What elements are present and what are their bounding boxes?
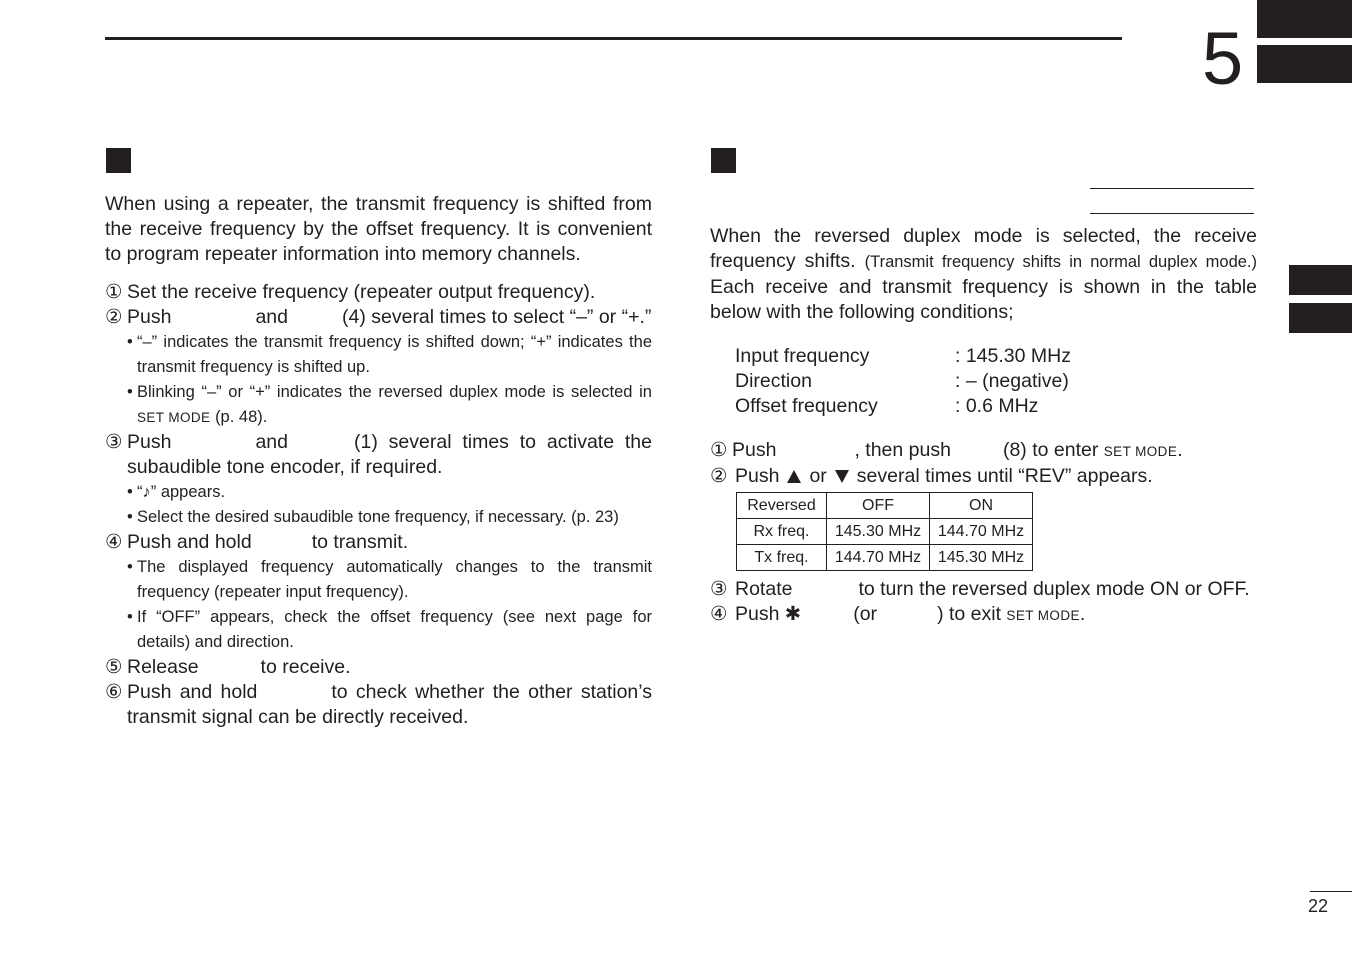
condition-row: Offset frequency : 0.6 MHz — [735, 395, 1039, 417]
note-item: • “–” indicates the transmit frequency is shifted down; “+” indicates the transmit frequency is shifted up. — [127, 333, 652, 376]
step-4: ④ Push and hold to transmit. — [105, 531, 409, 553]
side-tab-block — [1289, 303, 1352, 333]
page-number-rule — [1310, 891, 1352, 892]
left-intro: When using a repeater, the transmit frequency is shifted from the receive frequency by the offset frequency. It is convenient to program repeater information into memory channels. — [105, 193, 652, 265]
step-5: ⑤ Release to receive. — [105, 656, 351, 678]
table-row: Tx freq. 144.70 MHz 145.30 MHz — [737, 545, 1033, 571]
heading-rule — [1090, 188, 1254, 189]
down-arrow-icon — [835, 470, 849, 483]
note-item: • Select the desired subaudible tone frequency, if necessary. (p. 23) — [127, 508, 619, 526]
section-marker-square — [711, 148, 736, 173]
table-header-row: Reversed OFF ON — [737, 493, 1033, 519]
right-column — [710, 224, 1257, 628]
chapter-tab-block — [1257, 45, 1352, 83]
step-2: ② Push and (4) several times to select “–” or “+.” — [105, 306, 652, 328]
step-3: ③ Push and (1) several times to activate the subaudible tone encoder, if required. — [105, 431, 652, 478]
right-step-4: ④ Push ✱ (or ) to exit SET MODE. — [710, 603, 1086, 625]
condition-row: Direction : – (negative) — [735, 370, 1069, 392]
step-3-notes — [105, 480, 652, 530]
right-step-2: ② Push or several times until “REV” appears. — [710, 465, 1153, 487]
header-rule — [105, 37, 1122, 40]
condition-row: Input frequency : 145.30 MHz — [735, 345, 1071, 367]
step-4-notes — [105, 555, 652, 655]
up-arrow-icon — [787, 470, 801, 483]
chapter-number: 5 — [1202, 17, 1244, 100]
step-2-notes — [105, 330, 652, 430]
step-6: ⑥ Push and hold to check whether the other station’s transmit signal can be directly received. — [105, 681, 652, 728]
heading-rule — [1090, 213, 1254, 214]
note-item: • The displayed frequency automatically changes to the transmit frequency (repeater input frequency). — [127, 558, 652, 601]
table-row: Rx freq. 145.30 MHz 144.70 MHz — [737, 519, 1033, 545]
note-item: • If “OFF” appears, check the offset frequency (see next page for details) and direction. — [127, 608, 652, 651]
note-item: • “♪” appears. — [127, 483, 226, 501]
section-marker-square — [106, 148, 131, 173]
star-key-icon: ✱ — [784, 603, 802, 625]
right-intro: When the reversed duplex mode is selected, the receive frequency shifts. (Transmit frequency shifts in normal duplex mode.) Each receive and transmit frequency is shown in the table below with the following conditions; — [710, 225, 1258, 323]
left-column — [105, 192, 652, 730]
step-1: ① Set the receive frequency (repeater output frequency). — [105, 281, 596, 303]
right-step-1: ① Push , then push (8) to enter SET MODE. — [710, 439, 1183, 461]
chapter-tab-block — [1257, 0, 1352, 38]
side-tab-block — [1289, 265, 1352, 295]
page-number: 22 — [1308, 896, 1329, 916]
conditions-list — [735, 344, 1257, 419]
note-item: • Blinking “–” or “+” indicates the reversed duplex mode is selected in SET MODE (p. 48). — [127, 383, 652, 426]
right-step-3: ③ Rotate to turn the reversed duplex mode ON or OFF. — [710, 578, 1250, 600]
reversed-duplex-table — [736, 492, 1033, 571]
